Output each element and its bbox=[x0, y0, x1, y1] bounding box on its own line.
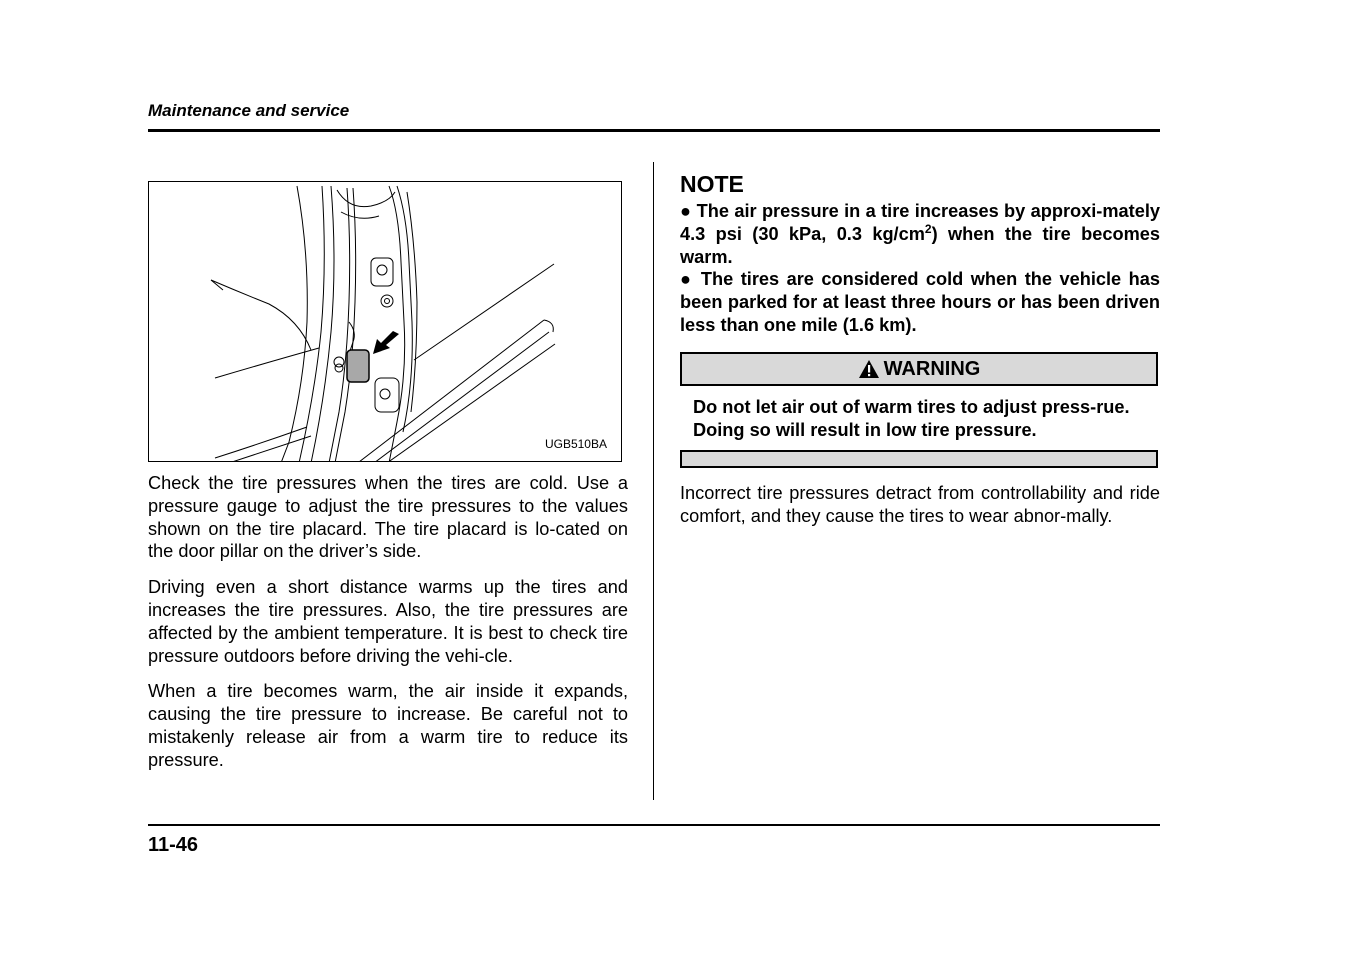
note-item-text-b: ) when the tire becomes warm. bbox=[680, 223, 1161, 267]
bullet: ● bbox=[680, 269, 694, 290]
left-column bbox=[148, 472, 628, 785]
door-pillar-figure bbox=[148, 181, 622, 462]
warning-text: Do not let air out of warm tires to adjust press-rue. Doing so will result in low tire pressure. bbox=[693, 397, 1130, 440]
header-rule bbox=[148, 129, 1160, 132]
footer-rule bbox=[148, 824, 1160, 826]
warning-end-bar bbox=[680, 450, 1158, 468]
page-number: 11-46 bbox=[148, 834, 199, 856]
column-divider bbox=[653, 162, 654, 800]
warning-header bbox=[680, 352, 1158, 386]
note-item-text: The tires are considered cold when the vehicle has been parked for at least three hours or has been driven less than one mile (1.6 km). bbox=[680, 269, 1160, 335]
paragraph-incorrect-pressure: Incorrect tire pressures detract from controllability and ride comfort, and they cause the tires to wear abnor-mally. bbox=[680, 483, 1160, 526]
warning-label: WARNING bbox=[883, 357, 981, 380]
note-section bbox=[680, 170, 1160, 337]
note-item-text-a: The air pressure in a tire increases by approxi-mately 4.3 psi (30 kPa, 0.3 kg/cm bbox=[680, 201, 1160, 244]
superscript: 2 bbox=[924, 221, 932, 236]
note-item-cold-definition bbox=[680, 268, 1160, 336]
figure-code: UGB510BA bbox=[544, 437, 607, 451]
paragraph-tire-warm: When a tire becomes warm, the air inside it expands, causing the tire pressure to increase. Be careful not to mistakenly release air from a warm tire to reduce its pressure. bbox=[148, 681, 628, 770]
door-pillar-tire-placard-illustration bbox=[149, 182, 622, 462]
note-heading: NOTE bbox=[680, 171, 744, 197]
bullet: ● bbox=[680, 201, 692, 221]
paragraph-driving-warms: Driving even a short distance warms up the tires and increases the tire pressures. Also, the tire pressures are affected by the ambient temperature. It is best to check tire pressure outdoors before driving the vehi-cle. bbox=[148, 577, 628, 666]
note-item-pressure-increase bbox=[680, 200, 1160, 268]
section-title: Maintenance and service bbox=[148, 101, 350, 120]
paragraph-check-cold: Check the tire pressures when the tires are cold. Use a pressure gauge to adjust the tire pressures to the values shown on the tire placard. The tire placard is lo-cated on the door pillar on the driver’s side. bbox=[148, 473, 628, 562]
warning-triangle-icon bbox=[858, 359, 880, 379]
